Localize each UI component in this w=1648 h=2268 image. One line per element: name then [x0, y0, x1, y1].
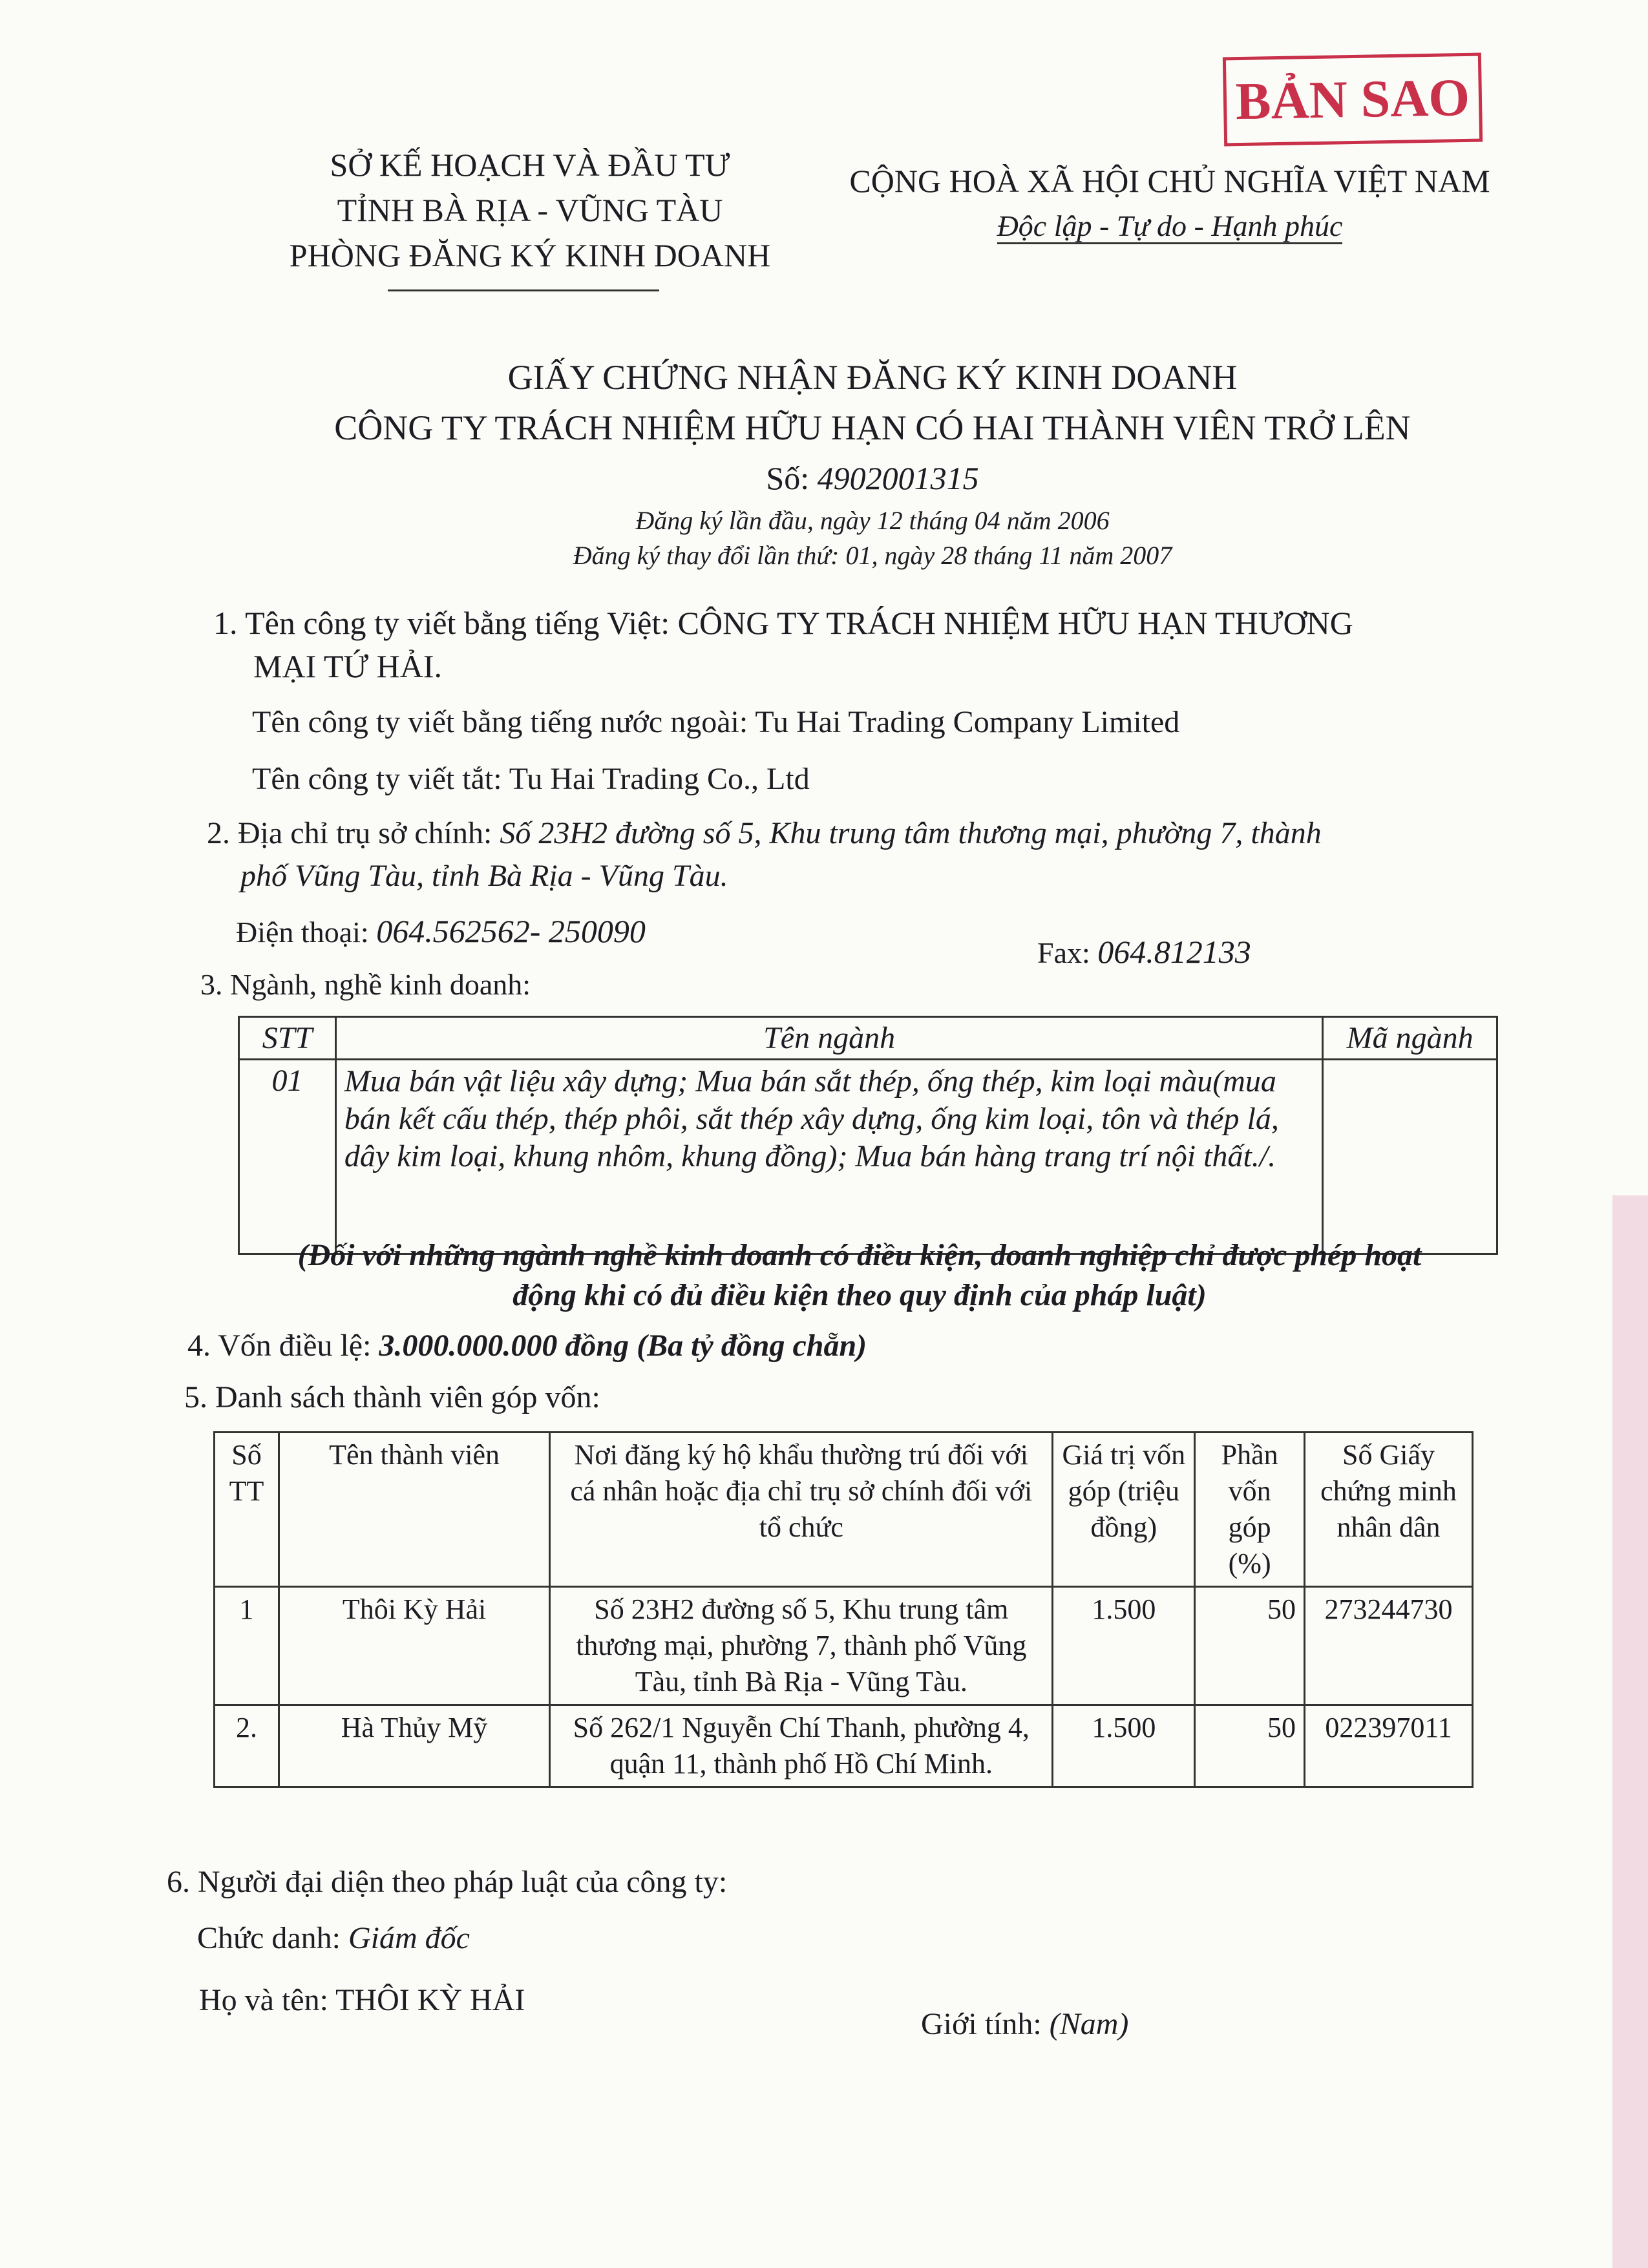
business-lines-table [238, 1016, 1498, 1255]
member-share: 50 [1195, 1705, 1305, 1787]
left-header-line3: PHÒNG ĐĂNG KÝ KINH DOANH [289, 237, 771, 273]
phone-value: 064.562562- 250090 [376, 913, 646, 949]
member-name: Thôi Kỳ Hải [279, 1587, 549, 1705]
section1-short-value: Tu Hai Trading Co., Ltd [509, 762, 810, 796]
table-row [239, 1060, 1497, 1254]
representative-title [197, 1920, 470, 1956]
representative-gender-value: (Nam) [1049, 2007, 1129, 2041]
members-table-header [215, 1433, 1473, 1587]
member-address: Số 262/1 Nguyễn Chí Thanh, phường 4, quận 11, thành phố Hồ Chí Minh. [550, 1705, 1053, 1787]
representative-name-value: THÔI KỲ HẢI [335, 1983, 525, 2017]
section1-short-label: Tên công ty viết tắt: [252, 762, 502, 796]
number-value: 4902001315 [817, 460, 979, 496]
header-business-name: Tên ngành [335, 1017, 1322, 1060]
member-address: Số 23H2 đường số 5, Khu trung tâm thương mại, phường 7, thành phố Vũng Tàu, tỉnh Bà Rịa - Vũng Tàu. [550, 1587, 1053, 1705]
header-member-id: Số Giấy chứng minh nhân dân [1305, 1433, 1473, 1587]
business-name: Mua bán vật liệu xây dựng; Mua bán sắt thép, ống thép, kim loại màu(mua bán kết cấu thép, thép phôi, sắt thép xây dựng, ống kim loại, tôn và thép lá, dây kim loại, khung nhôm, khung đồng); Mua bán hàng trang trí nội thất./. [335, 1060, 1322, 1254]
header-member-no: Số TT [215, 1433, 279, 1587]
change-registration: Đăng ký thay đổi lần thứ: 01, ngày 28 tháng 11 năm 2007 [573, 541, 1172, 570]
section1-vn-label: 1. Tên công ty viết bằng tiếng Việt: [213, 605, 670, 641]
right-header-motto: Độc lập - Tự do - Hạnh phúc [997, 209, 1343, 244]
member-no: 2. [215, 1705, 279, 1787]
section1-foreign-name [252, 704, 1179, 740]
member-name: Hà Thủy Mỹ [279, 1705, 549, 1787]
business-stt: 01 [239, 1060, 336, 1254]
table-row [215, 1587, 1473, 1705]
section1-foreign-value: Tu Hai Trading Company Limited [755, 705, 1180, 739]
right-header-line1: CỘNG HOÀ XÃ HỘI CHỦ NGHĨA VIỆT NAM [849, 163, 1490, 199]
fax [1037, 933, 1251, 971]
left-header [246, 142, 814, 278]
certificate-title [194, 352, 1551, 573]
right-header [821, 158, 1519, 249]
representative-gender-label: Giới tính: [921, 2007, 1042, 2041]
fax-value: 064.812133 [1097, 934, 1251, 970]
table-row [215, 1705, 1473, 1787]
section4-value: 3.000.000.000 đồng (Ba tỷ đồng chẵn) [379, 1328, 867, 1363]
header-business-code: Mã ngành [1323, 1017, 1497, 1060]
section1-vn-name [213, 604, 1532, 642]
section2-value1: Số 23H2 đường số 5, Khu trung tâm thương mại, phường 7, thành [500, 816, 1322, 850]
header-member-name: Tên thành viên [279, 1433, 549, 1587]
business-note-line1: (Đối với những ngành nghề kinh doanh có điều kiện, doanh nghiệp chỉ được phép hoạt [297, 1238, 1422, 1272]
section1-foreign-label: Tên công ty viết bằng tiếng nước ngoài: [252, 705, 748, 739]
business-note-line2: động khi có đủ điều kiện theo quy định của pháp luật) [512, 1278, 1207, 1312]
section1-vn-value2: MẠI TỨ HẢI. [253, 648, 443, 684]
representative-gender [921, 2006, 1128, 2042]
phone-label: Điện thoại: [236, 916, 369, 949]
title-line2: CÔNG TY TRÁCH NHIỆM HỮU HẠN CÓ HAI THÀNH VIÊN TRỞ LÊN [334, 408, 1411, 447]
section5-label: 5. Danh sách thành viên góp vốn: [184, 1380, 600, 1414]
representative-title-label: Chức danh: [197, 1921, 341, 1955]
section1-short-name [252, 761, 810, 797]
member-id: 273244730 [1305, 1587, 1473, 1705]
member-share: 50 [1195, 1587, 1305, 1705]
header-member-capital: Giá trị vốn góp (triệu đồng) [1053, 1433, 1195, 1587]
member-capital: 1.500 [1053, 1705, 1195, 1787]
phone [236, 912, 646, 950]
section6-label: 6. Người đại diện theo pháp luật của công ty: [167, 1865, 728, 1899]
business-table-header [239, 1017, 1497, 1060]
member-capital: 1.500 [1053, 1587, 1195, 1705]
section2-address [207, 815, 1538, 851]
section1-vn-value1: CÔNG TY TRÁCH NHIỆM HỮU HẠN THƯƠNG [677, 605, 1353, 641]
section3-label: 3. Ngành, nghề kinh doanh: [200, 968, 531, 1001]
member-id: 022397011 [1305, 1705, 1473, 1787]
left-header-underline [388, 289, 659, 291]
section4-label: 4. Vốn điều lệ: [187, 1328, 372, 1363]
representative-title-value: Giám đốc [348, 1921, 470, 1955]
section4-capital [187, 1328, 867, 1363]
copy-stamp: BẢN SAO [1223, 53, 1483, 147]
left-header-line2: TỈNH BÀ RỊA - VŨNG TÀU [337, 192, 723, 228]
number-label: Số: [766, 460, 810, 496]
section2-label: 2. Địa chỉ trụ sở chính: [207, 816, 492, 850]
members-table [213, 1431, 1474, 1788]
header-stt: STT [239, 1017, 336, 1060]
title-line1: GIẤY CHỨNG NHẬN ĐĂNG KÝ KINH DOANH [507, 358, 1238, 397]
business-code [1323, 1060, 1497, 1254]
member-no: 1 [215, 1587, 279, 1705]
page-edge-strip [1612, 1195, 1648, 2268]
first-registration: Đăng ký lần đầu, ngày 12 tháng 04 năm 2006 [635, 506, 1110, 535]
business-note [194, 1235, 1525, 1316]
section2-value2: phố Vũng Tàu, tỉnh Bà Rịa - Vũng Tàu. [240, 859, 728, 893]
left-header-line1: SỞ KẾ HOẠCH VÀ ĐẦU TƯ [330, 147, 730, 183]
header-member-address: Nơi đăng ký hộ khẩu thường trú đối với cá nhân hoặc địa chỉ trụ sở chính đối với tổ chức [550, 1433, 1053, 1587]
representative-name-label: Họ và tên: [199, 1983, 328, 2017]
header-member-share: Phần vốn góp (%) [1195, 1433, 1305, 1587]
fax-label: Fax: [1037, 936, 1090, 969]
representative-name [199, 1982, 525, 2018]
